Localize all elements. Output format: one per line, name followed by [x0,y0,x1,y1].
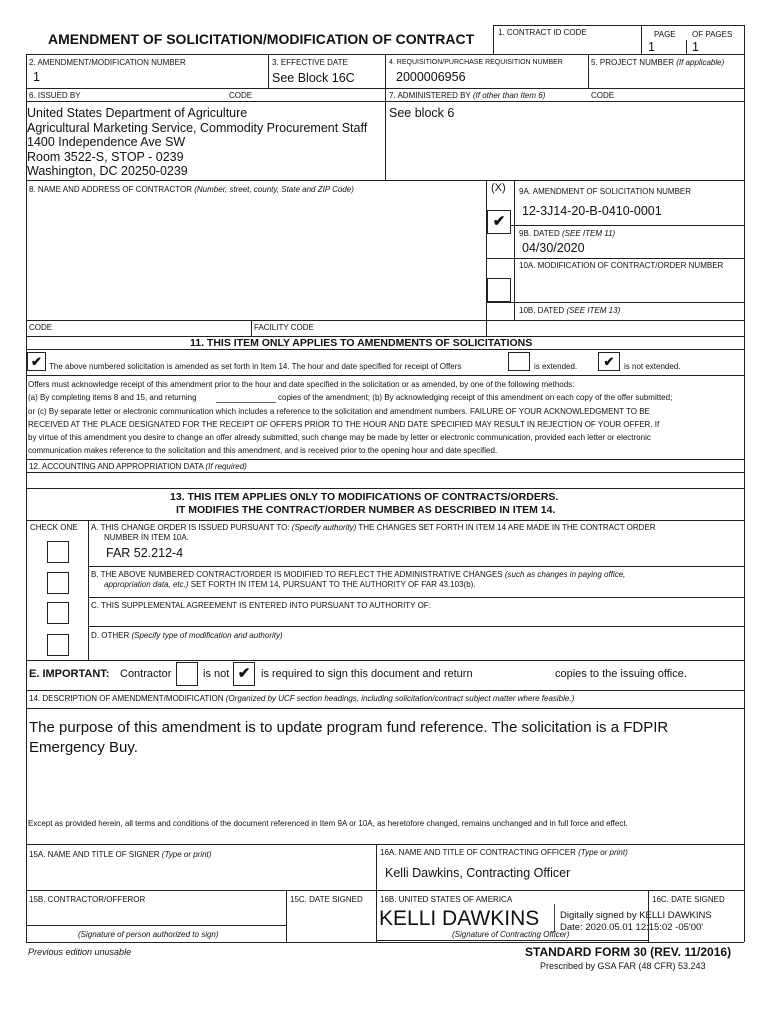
page-value: 1 [648,40,655,54]
administered-by-label: 7. ADMINISTERED BY (If other than Item 6) [389,91,546,100]
officer-name-label: 16A. NAME AND TITLE OF CONTRACTING OFFICER (Type or print) [380,848,628,857]
contractor-required-checkbox[interactable] [176,662,198,686]
block13-title-line1: 13. THIS ITEM APPLIES ONLY TO MODIFICATIONS OF CONTRACTS/ORDERS. [170,491,559,503]
contractor-code-label: CODE [29,323,53,332]
block11-para1: Offers must acknowledge receipt of this amendment prior to the hour and date specified in the solicitation or as amended, by one of the following methods: [28,380,575,389]
administered-by-code-label: CODE [591,91,615,100]
of-pages-label: OF PAGES [692,30,733,39]
contractor-signature-caption: (Signature of person authorized to sign) [78,930,219,939]
effective-date-value: See Block 16C [272,71,355,85]
contractor-not-required-checkbox[interactable]: ✔ [233,662,255,686]
check-one-label: CHECK ONE [30,523,78,532]
signature-divider [554,904,555,932]
of-pages-value: 1 [692,40,699,54]
contractor-label: Contractor [120,668,172,680]
block11-para5: by virtue of this amendment you desire to change an offer already submitted, such change may be made by letter or electronic communication, provided each letter or electronic [28,433,651,442]
modification-checkbox[interactable] [487,278,511,302]
facility-code-label: FACILITY CODE [254,323,314,332]
solicitation-number-label: 9A. AMENDMENT OF SOLICITATION NUMBER [519,187,692,196]
dated-9b-label: 9B. DATED (SEE ITEM 11) [519,229,616,238]
administered-by-value: See block 6 [389,106,455,120]
issued-by-code-label: CODE [229,91,253,100]
amendment-number-value: 1 [33,70,40,84]
admin-changes-checkbox[interactable] [47,572,69,594]
description-line1: The purpose of this amendment is to update program fund reference. The solicitation is a FDPIR [29,719,669,736]
other-checkbox[interactable] [47,634,69,656]
change-order-text-line2: NUMBER IN ITEM 10A. [104,533,189,542]
officer-signature-caption: (Signature of Contracting Officer) [452,930,570,939]
issued-by-label: 6. ISSUED BY [29,91,81,100]
change-order-text: A. THIS CHANGE ORDER IS ISSUED PURSUANT TO: (Specify authority) THE CHANGES SET FORTH IN ITEM 14 ARE MADE IN THE CONTRACT ORDER [91,523,656,532]
dated-9b-value: 04/30/2020 [522,241,585,255]
modification-number-label: 10A. MODIFICATION OF CONTRACT/ORDER NUMBER [519,261,724,270]
copies-blank-line [216,402,276,403]
block11-line1: The above numbered solicitation is amended as set forth in Item 14. The hour and date specified for receipt of Offers [49,362,462,371]
extended-label: is extended. [534,362,578,371]
contractor-offeror-label: 15B. CONTRACTOR/OFFEROR [29,895,146,904]
contractor-address-label: 8. NAME AND ADDRESS OF CONTRACTOR (Number, street, county, State and ZIP Code) [29,185,354,194]
officer-name-value: Kelli Dawkins, Contracting Officer [385,866,571,880]
signer-name-label: 15A. NAME AND TITLE OF SIGNER (Type or print) [29,850,212,859]
admin-changes-text: B. THE ABOVE NUMBERED CONTRACT/ORDER IS MODIFIED TO REFLECT THE ADMINISTRATIVE CHANGES (such as changes in paying office, [91,570,626,579]
effective-date-label: 3. EFFECTIVE DATE [272,58,348,67]
required-text: is required to sign this document and return [261,668,473,680]
contractor-date-signed-label: 15C. DATE SIGNED [290,895,363,904]
block11-para4: RECEIVED AT THE PLACE DESIGNATED FOR THE RECEIPT OF OFFERS PRIOR TO THE HOUR AND DATE SPECIFIED MAY RESULT IN REJECTION OF YOUR OFFER. If [28,420,660,429]
supplemental-agreement-checkbox[interactable] [47,602,69,624]
block11-para6: communication makes reference to the solicitation and this amendment, and is received prior to the opening hour and date specified. [28,446,498,455]
form-title: AMENDMENT OF SOLICITATION/MODIFICATION OF CONTRACT [48,31,475,47]
usa-label: 16B. UNITED STATES OF AMERICA [380,895,513,904]
solicitation-number-value: 12-3J14-20-B-0410-0001 [522,204,662,218]
block11-para2a: (a) By completing items 8 and 15, and returning [28,393,197,402]
officer-signature: KELLI DAWKINS [379,907,540,930]
change-order-authority: FAR 52.212-4 [106,546,184,560]
digital-signature-line1: Digitally signed by KELLI DAWKINS [560,910,712,921]
not-extended-checkbox[interactable]: ✔ [598,352,620,371]
project-number-label: 5. PROJECT NUMBER (If applicable) [591,58,725,67]
requisition-number-value: 2000006956 [396,70,466,84]
accounting-data-label: 12. ACCOUNTING AND APPROPRIATION DATA (If required) [29,462,247,471]
solicitation-amended-checkbox[interactable]: ✔ [27,352,46,371]
prescribed-by-text: Prescribed by GSA FAR (48 CFR) 53.243 [540,961,706,971]
contract-id-label: 1. CONTRACT ID CODE [498,28,587,37]
terms-unchanged-text: Except as provided herein, all terms and conditions of the document referenced in Item 9A or 10A, as heretofore changed, remains unchanged and in full force and effect. [28,819,628,828]
block13-title-line2: IT MODIFIES THE CONTRACT/ORDER NUMBER AS DESCRIBED IN ITEM 14. [176,504,556,516]
block11-para3: or (c) By separate letter or electronic communication which includes a reference to the solicitation and amendment numbers. FAILURE OF YOUR ACKNOWLEDGMENT TO BE [28,407,650,416]
not-extended-label: is not extended. [624,362,681,371]
amendment-number-label: 2. AMENDMENT/MODIFICATION NUMBER [29,58,186,67]
supplemental-agreement-text: C. THIS SUPPLEMENTAL AGREEMENT IS ENTERED INTO PURSUANT TO AUTHORITY OF: [91,601,431,610]
other-modification-text: D. OTHER (Specify type of modification and authority) [91,631,283,640]
officer-date-signed-label: 16C. DATE SIGNED [652,895,725,904]
page-label: PAGE [654,30,676,39]
change-order-checkbox[interactable] [47,541,69,563]
is-not-label: is not [203,668,230,680]
standard-form-number: STANDARD FORM 30 (REV. 11/2016) [525,945,732,959]
description-line2: Emergency Buy. [29,739,138,756]
amendment-checkbox[interactable]: ✔ [487,210,511,234]
admin-changes-text-line2: appropriation data, etc.) SET FORTH IN ITEM 14, PURSUANT TO THE AUTHORITY OF FAR 43.103(b). [104,580,476,589]
block11-title: 11. THIS ITEM ONLY APPLIES TO AMENDMENTS OF SOLICITATIONS [190,337,533,349]
extended-checkbox[interactable] [508,352,530,371]
important-label: E. IMPORTANT: [29,668,110,680]
block11-para2b: copies of the amendment; (b) By acknowledging receipt of this amendment on each copy of the offer submitted; [278,393,673,402]
digital-signature-line2: Date: 2020.05.01 12:15:02 -05'00' [560,922,704,933]
description-label: 14. DESCRIPTION OF AMENDMENT/MODIFICATION (Organized by UCF section headings, including solicitation/contract subject matter where feasible.) [29,694,575,703]
dated-10b-label: 10B. DATED (SEE ITEM 13) [519,306,621,315]
x-mark-label: (X) [491,182,506,194]
requisition-number-label: 4. REQUISITION/PURCHASE REQUISITION NUMBER [389,59,563,66]
previous-edition-text: Previous edition unusable [28,947,132,957]
copies-text: copies to the issuing office. [555,668,687,680]
